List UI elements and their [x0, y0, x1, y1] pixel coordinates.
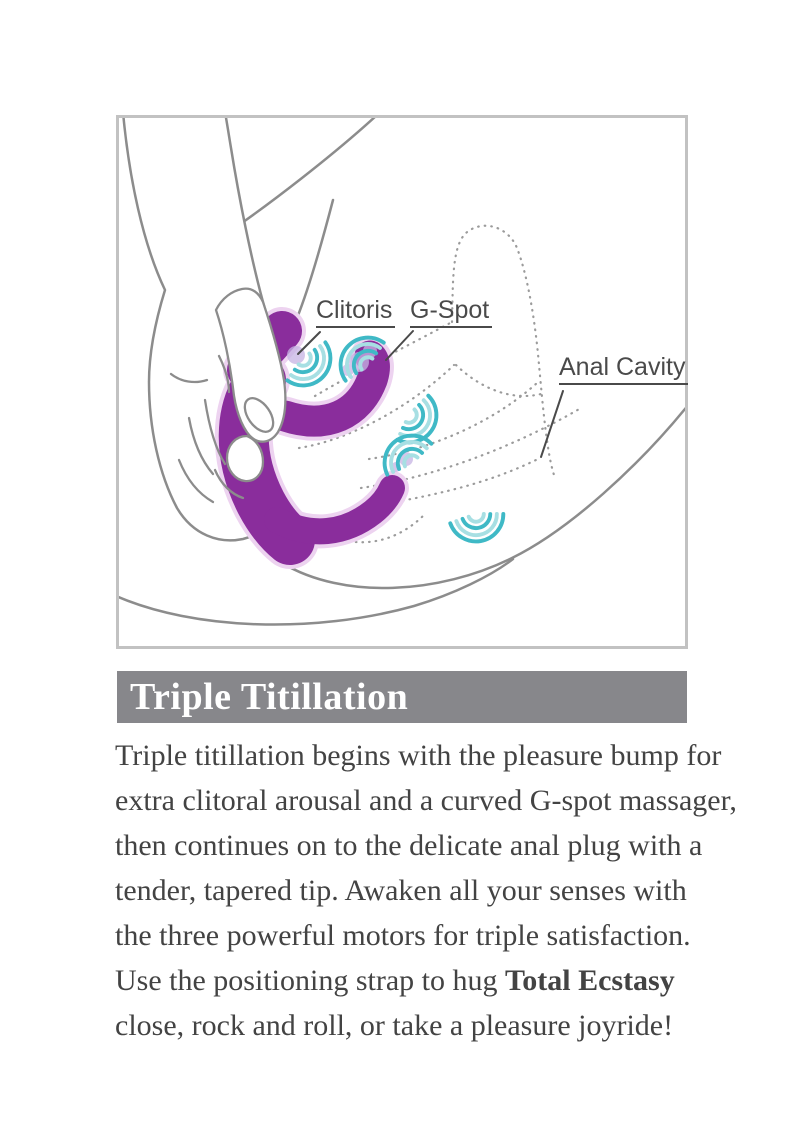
description-line: extra clitoral arousal and a curved G-spot massager,: [115, 784, 737, 817]
vibration-waves-icon: [397, 391, 441, 449]
internal-anatomy-dotted-lines: [299, 226, 581, 542]
label-anal-cavity: Anal Cavity: [559, 354, 688, 385]
description-line: tender, tapered tip. Awaken all your senses with: [115, 874, 687, 907]
middle-fingertip: [227, 436, 263, 481]
cervix-dotted: [456, 365, 541, 396]
section-title-bar: [117, 671, 687, 723]
anal-canal-upper-dotted: [369, 383, 537, 459]
product-name: Total Ecstasy: [504, 964, 675, 997]
anal-cavity-leader-line: [541, 391, 563, 457]
vibration-waves-icon: [450, 498, 510, 551]
label-g-spot: G-Spot: [410, 297, 492, 328]
description-line: close, rock and roll, or take a pleasure joyride!: [115, 1009, 674, 1042]
uterus-loop-dotted: [452, 226, 554, 475]
label-clitoris: Clitoris: [316, 297, 395, 328]
description-line: then continues on to the delicate anal plug with a: [115, 829, 703, 862]
thigh-curve: [119, 559, 513, 625]
description-line: the three powerful motors for triple satisfaction.: [115, 919, 691, 952]
description-line: Triple titillation begins with the pleasure bump for: [115, 739, 722, 772]
anatomy-diagram-frame: [116, 115, 688, 649]
description-line: Use the positioning strap to hug Total Ecstasy: [115, 964, 675, 997]
description-paragraph: [115, 733, 737, 1048]
section-title: Triple Titillation: [130, 676, 409, 718]
